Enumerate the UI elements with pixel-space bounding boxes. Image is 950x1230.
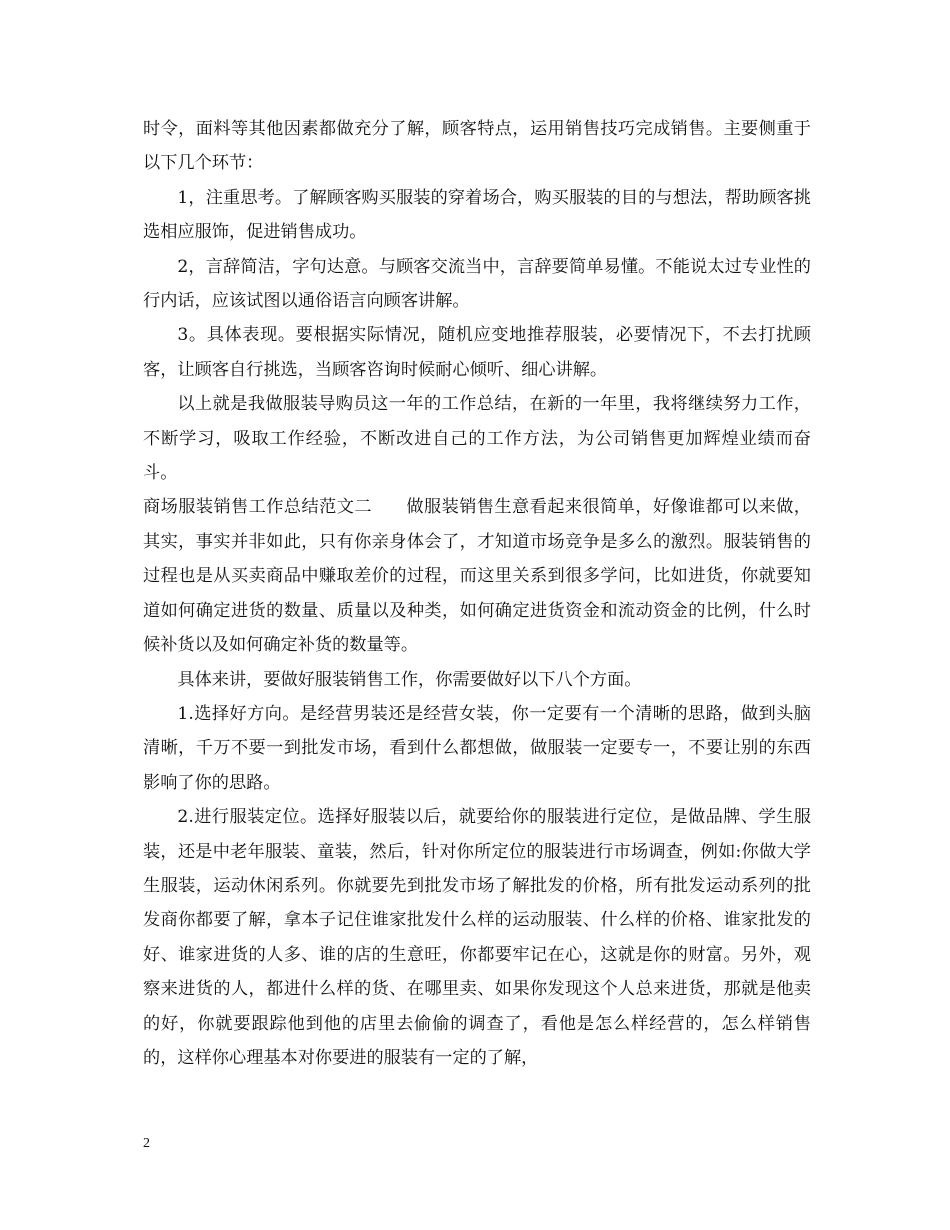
section-paragraph: [143, 490, 811, 662]
paragraph: 2.进行服装定位。选择好服装以后，就要给你的服装进行定位，是做品牌、学生服装，还是中老年服装、童装，然后，针对你所定位的服装进行市场调查，例如:你做大学生服装，运动休闲系列。你就要先到批发市场了解批发的价格，所有批发运动系列的批发商你都要了解，拿本子记住谁家批发什么样的运动服装、什么样的价格、谁家批发的好、谁家进货的人多、谁的店的生意旺，你都要牢记在心，这就是你的财富。另外，观察来进货的人，都进什么样的货、在哪里卖、如果你发现这个人总来进货，那就是他卖的好，你就要跟踪他到他的店里去偷偷的调查了，看他是怎么样经营的，怎么样销售的，这样你心理基本对你要进的服装有一定的了解，: [143, 807, 811, 1068]
paragraph: 以上就是我做服装导购员这一年的工作总结，在新的一年里，我将继续努力工作，不断学习，吸取工作经验，不断改进自己的工作方法，为公司销售更加辉煌业绩而奋斗。: [143, 394, 811, 484]
document-body: [143, 112, 811, 1075]
paragraph: 1，注重思考。了解顾客购买服装的穿着场合，购买服装的目的与想法，帮助顾客挑选相应服饰，促进销售成功。: [143, 187, 811, 243]
section-title: 商场服装销售工作总结范文二: [143, 497, 372, 518]
paragraph: 具体来讲，要做好服装销售工作，你需要做好以下八个方面。: [177, 669, 642, 690]
page-number: 2: [143, 1136, 150, 1151]
paragraph: 2，言辞简洁，字句达意。与顾客交流当中，言辞要简单易懂。不能说太过专业性的行内话，应该试图以通俗语言向顾客讲解。: [143, 256, 811, 312]
paragraph: 时令，面料等其他因素都做充分了解，顾客特点，运用销售技巧完成销售。主要侧重于以下几个环节：: [143, 119, 811, 174]
paragraph-text: 做服装销售生意看起来很简单，好像谁都可以来做，其实，事实并非如此，只有你亲身体会了，才知道市场竞争是多么的激烈。服装销售的过程也是从买卖商品中赚取差价的过程，而这里关系到很多学问，比如进货，你就要知道如何确定进货的数量、质量以及种类，如何确定进货资金和流动资金的比例，什么时候补货以及如何确定补货的数量等。: [143, 497, 811, 656]
paragraph: 1.选择好方向。是经营男装还是经营女装，你一定要有一个清晰的思路，做到头脑清晰，千万不要一到批发市场，看到什么都想做，做服装一定要专一，不要让别的东西影响了你的思路。: [143, 703, 811, 793]
paragraph: 3。具体表现。要根据实际情况，随机应变地推荐服装，必要情况下，不去打扰顾客，让顾客自行挑选，当顾客咨询时候耐心倾听、细心讲解。: [143, 325, 811, 380]
